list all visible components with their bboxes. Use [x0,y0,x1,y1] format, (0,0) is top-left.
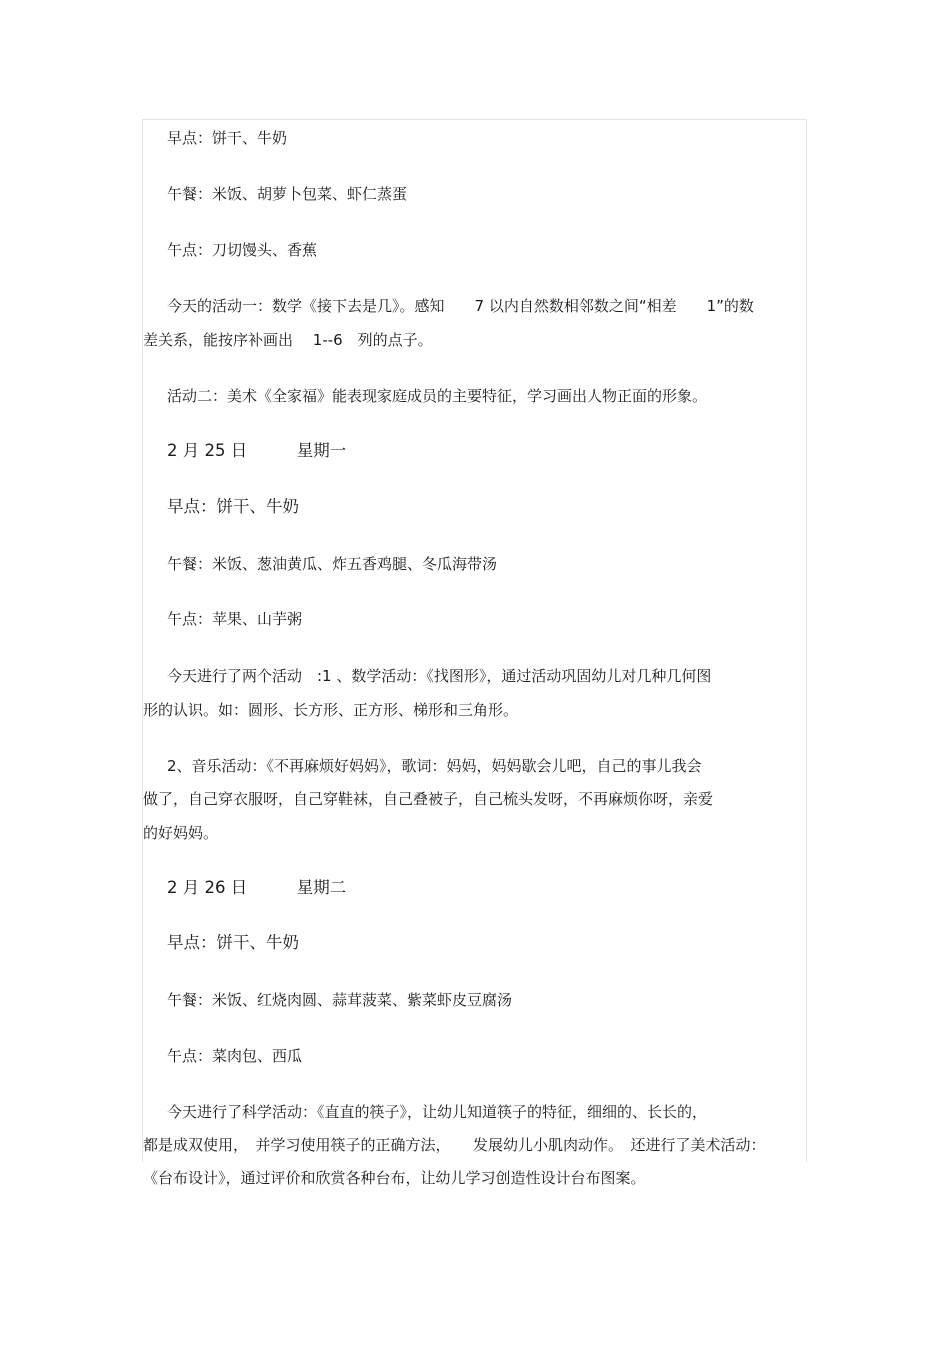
activity-line: 今天进行了两个活动 :1 、数学活动：《找图形》，通过活动巩固幼儿对几种几何图 [167,667,712,685]
activity-line: 差关系，能按序补画出 1--6 列的点子。 [143,331,433,349]
activity-line: 《台布设计》，通过评价和欣赏各种台布，让幼儿学习创造性设计台布图案。 [143,1169,646,1187]
lunch-line: 午餐：米饭、红烧肉圆、蒜茸菠菜、紫菜虾皮豆腐汤 [167,991,513,1009]
activity-line: 的好妈妈。 [143,824,219,842]
activity-line: 活动二：美术《全家福》能表现家庭成员的主要特征，学习画出人物正面的形象。 [167,387,708,405]
activity-line: 今天的活动一：数学《接下去是几》。感知 7 以内自然数相邻数之间“相差 1”的数 [167,297,754,315]
breakfast-line: 早点：饼干、牛奶 [167,497,299,516]
breakfast-line: 早点：饼干、牛奶 [167,129,288,147]
snack-line: 午点：苹果、山芋粥 [167,610,303,628]
breakfast-line: 早点：饼干、牛奶 [167,933,299,952]
lunch-line: 午餐：米饭、葱油黄瓜、炸五香鸡腿、冬瓜海带汤 [167,555,498,573]
date-heading: 2 月 26 日 星期二 [167,878,347,897]
activity-line: 今天进行了科学活动：《直直的筷子》，让幼儿知道筷子的特征，细细的、长长的， [167,1103,708,1121]
activity-line: 都是成双使用， 并学习使用筷子的正确方法， 发展幼儿小肌肉动作。 还进行了美术活动： [143,1136,766,1154]
snack-line: 午点：菜肉包、西瓜 [167,1047,303,1065]
activity-line: 形的认识。如：圆形、长方形、正方形、梯形和三角形。 [143,701,519,719]
activity-line: 2、音乐活动：《不再麻烦好妈妈》，歌词：妈妈，妈妈歇会儿吧，自己的事儿我会 [167,757,702,775]
activity-line: 做了，自己穿衣服呀，自己穿鞋袜，自己叠被子，自己梳头发呀，不再麻烦你呀，亲爱 [143,790,714,808]
lunch-line: 午餐：米饭、胡萝卜包菜、虾仁蒸蛋 [167,185,408,203]
snack-line: 午点：刀切馒头、香蕉 [167,241,318,259]
date-heading: 2 月 25 日 星期一 [167,441,347,460]
